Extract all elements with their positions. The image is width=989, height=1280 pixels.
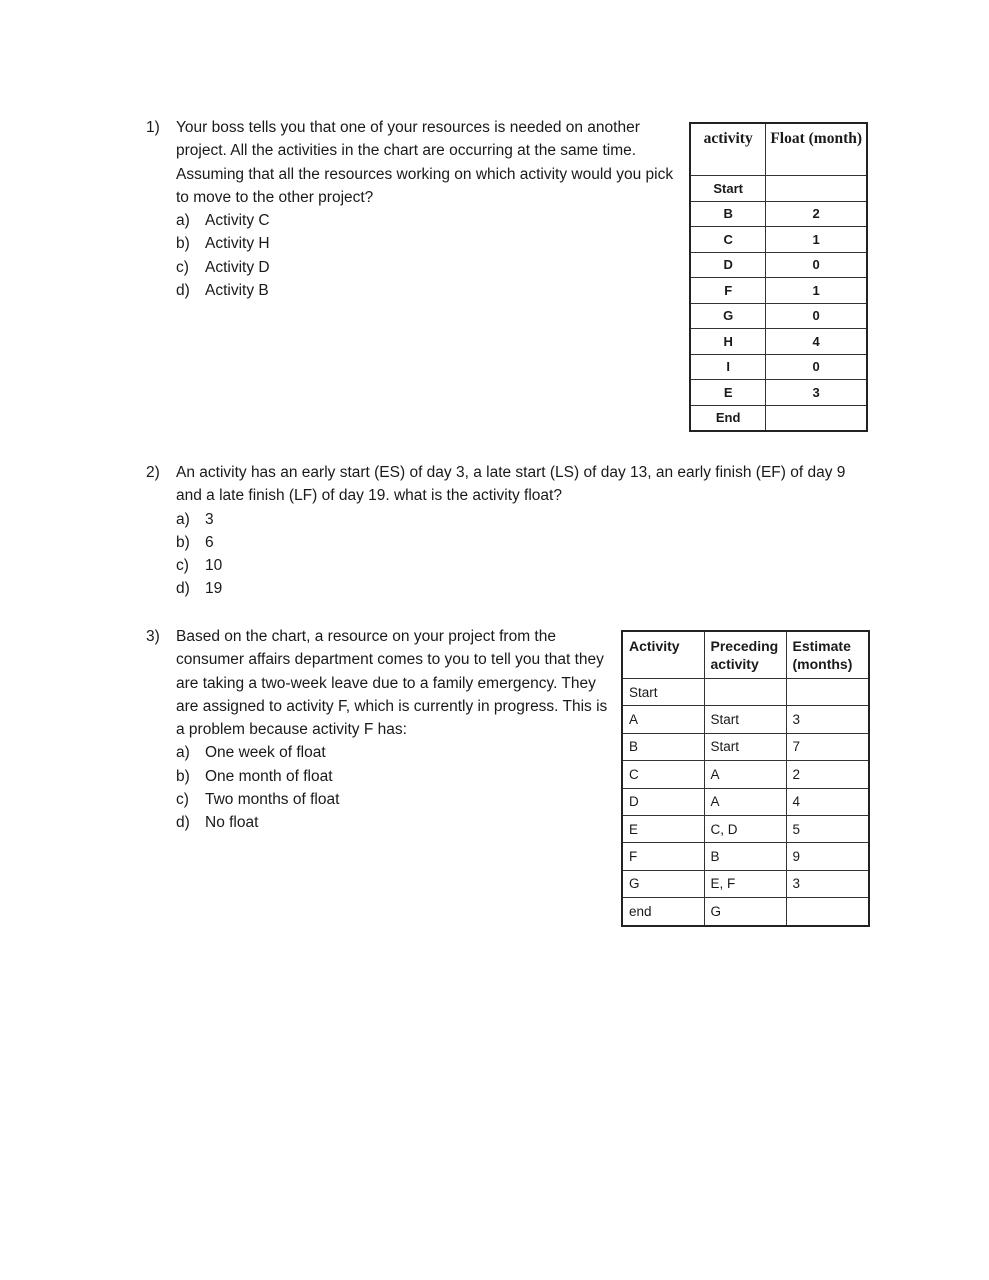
table-row xyxy=(690,354,867,380)
table-row xyxy=(690,278,867,304)
answer-options xyxy=(176,209,676,302)
activity-cell: B xyxy=(622,733,704,760)
option-text: 3 xyxy=(205,510,214,528)
table-row xyxy=(690,380,867,406)
option-letter: b) xyxy=(176,767,190,785)
question-text: An activity has an early start (ES) of day 3, a late start (LS) of day 13, an early finish (EF) of day 9 and a late finish (LF) of day 19. what is the activity float? xyxy=(176,464,846,505)
option-letter: a) xyxy=(176,212,190,230)
option-letter: b) xyxy=(176,235,190,253)
table-row xyxy=(622,870,869,897)
option-text: One week of float xyxy=(205,744,326,762)
table-row xyxy=(622,843,869,870)
table-row xyxy=(690,405,867,431)
header-activity: activity xyxy=(690,123,766,176)
activity-cell: B xyxy=(690,201,766,227)
float-table xyxy=(689,122,868,432)
option-letter: c) xyxy=(176,557,189,575)
answer-option-a xyxy=(176,209,676,232)
answer-option-d xyxy=(176,279,676,302)
activity-cell: F xyxy=(622,843,704,870)
answer-option-d xyxy=(176,577,868,600)
answer-options xyxy=(176,508,868,601)
option-letter: d) xyxy=(176,580,190,598)
option-letter: d) xyxy=(176,282,190,300)
preceding-cell: Start xyxy=(704,733,786,760)
float-cell: 4 xyxy=(766,329,867,355)
estimate-cell: 3 xyxy=(786,870,869,897)
activity-cell: end xyxy=(622,898,704,926)
activity-cell: H xyxy=(690,329,766,355)
float-cell: 1 xyxy=(766,227,867,253)
estimate-cell: 2 xyxy=(786,761,869,788)
header-activity: Activity xyxy=(622,631,704,679)
activity-cell: Start xyxy=(690,176,766,202)
estimate-cell xyxy=(786,679,869,706)
estimate-table xyxy=(621,630,870,927)
option-letter: c) xyxy=(176,258,189,276)
question-body xyxy=(176,116,676,302)
estimate-cell: 4 xyxy=(786,788,869,815)
option-letter: b) xyxy=(176,533,190,551)
option-text: 10 xyxy=(205,557,223,575)
question-1 xyxy=(146,116,676,311)
option-letter: a) xyxy=(176,744,190,762)
table-row xyxy=(622,733,869,760)
activity-cell: E xyxy=(690,380,766,406)
option-text: 19 xyxy=(205,580,223,598)
header-estimate: Estimate (months) xyxy=(786,631,869,679)
option-letter: a) xyxy=(176,510,190,528)
preceding-cell: Start xyxy=(704,706,786,733)
estimate-cell: 5 xyxy=(786,815,869,842)
activity-cell: F xyxy=(690,278,766,304)
activity-cell: C xyxy=(690,227,766,253)
float-cell xyxy=(766,405,867,431)
float-cell xyxy=(766,176,867,202)
answer-option-c xyxy=(176,554,868,577)
option-text: Activity C xyxy=(205,212,270,230)
answer-options xyxy=(176,741,608,834)
preceding-cell: G xyxy=(704,898,786,926)
option-text: Activity H xyxy=(205,235,270,253)
option-text: No float xyxy=(205,814,259,832)
question-body xyxy=(176,625,608,835)
table-row xyxy=(690,201,867,227)
float-cell: 0 xyxy=(766,303,867,329)
option-text: 6 xyxy=(205,533,214,551)
activity-cell: Start xyxy=(622,679,704,706)
header-preceding-activity: Preceding activity xyxy=(704,631,786,679)
float-cell: 2 xyxy=(766,201,867,227)
table-row xyxy=(690,227,867,253)
preceding-cell: E, F xyxy=(704,870,786,897)
question-body xyxy=(176,461,868,601)
preceding-cell: C, D xyxy=(704,815,786,842)
float-cell: 0 xyxy=(766,354,867,380)
header-float: Float (month) xyxy=(766,123,867,176)
table-row xyxy=(622,898,869,926)
option-text: Activity D xyxy=(205,258,270,276)
table-row xyxy=(622,761,869,788)
table-header-row xyxy=(690,123,867,176)
question-text: Based on the chart, a resource on your project from the consumer affairs department comes to you to tell you that they are taking a two-week leave due to a family emergency. They are assigned to activity F, which is currently in progress. This is a problem because activity F has: xyxy=(176,628,608,739)
float-cell: 3 xyxy=(766,380,867,406)
activity-cell: End xyxy=(690,405,766,431)
table-row xyxy=(622,706,869,733)
activity-cell: I xyxy=(690,354,766,380)
table-row xyxy=(690,176,867,202)
question-number: 2) xyxy=(146,464,160,481)
float-cell: 0 xyxy=(766,252,867,278)
estimate-cell xyxy=(786,898,869,926)
answer-option-c xyxy=(176,256,676,279)
answer-option-b xyxy=(176,531,868,554)
estimate-cell: 3 xyxy=(786,706,869,733)
table-header-row xyxy=(622,631,869,679)
question-3 xyxy=(146,625,606,865)
answer-option-a xyxy=(176,741,608,764)
option-letter: d) xyxy=(176,814,190,832)
preceding-cell: A xyxy=(704,788,786,815)
preceding-cell: B xyxy=(704,843,786,870)
table-row xyxy=(622,679,869,706)
answer-option-b xyxy=(176,765,608,788)
answer-option-d xyxy=(176,811,608,834)
answer-option-c xyxy=(176,788,608,811)
option-text: Two months of float xyxy=(205,791,340,809)
table-row xyxy=(690,252,867,278)
activity-cell: C xyxy=(622,761,704,788)
question-number: 1) xyxy=(146,119,160,136)
answer-option-a xyxy=(176,508,868,531)
option-text: Activity B xyxy=(205,282,269,300)
activity-cell: A xyxy=(622,706,704,733)
question-number: 3) xyxy=(146,628,160,645)
question-text: Your boss tells you that one of your resources is needed on another project. All the activities in the chart are occurring at the same time. Assuming that all the resources working on which activity would you pick to move to the other project? xyxy=(176,119,674,206)
question-2 xyxy=(146,461,866,606)
estimate-cell: 7 xyxy=(786,733,869,760)
float-cell: 1 xyxy=(766,278,867,304)
activity-cell: G xyxy=(622,870,704,897)
option-letter: c) xyxy=(176,791,189,809)
preceding-cell: A xyxy=(704,761,786,788)
activity-cell: D xyxy=(622,788,704,815)
answer-option-b xyxy=(176,232,676,255)
activity-cell: D xyxy=(690,252,766,278)
table-row xyxy=(622,788,869,815)
estimate-cell: 9 xyxy=(786,843,869,870)
table-row xyxy=(622,815,869,842)
preceding-cell xyxy=(704,679,786,706)
option-text: One month of float xyxy=(205,767,333,785)
table-row xyxy=(690,303,867,329)
activity-cell: E xyxy=(622,815,704,842)
activity-cell: G xyxy=(690,303,766,329)
table-row xyxy=(690,329,867,355)
